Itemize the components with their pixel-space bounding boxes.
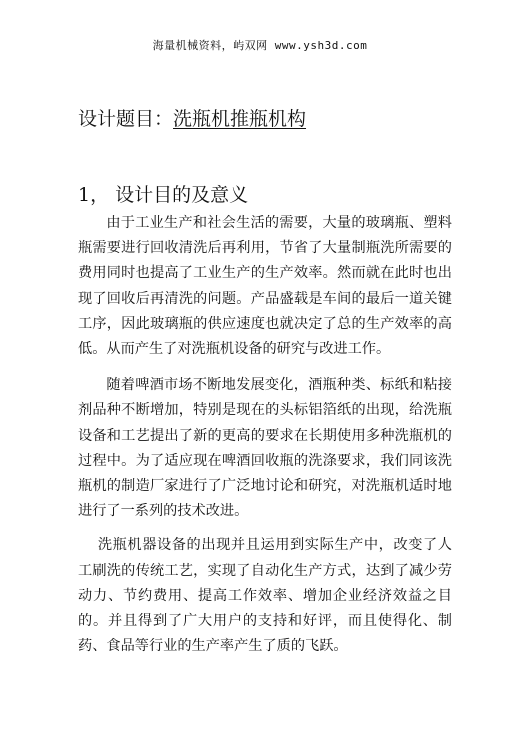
design-title-value: 洗瓶机推瓶机构 bbox=[173, 108, 307, 130]
design-title bbox=[78, 104, 306, 131]
page-header: 海量机械资料，屿双网 www.ysh3d.com bbox=[152, 39, 368, 52]
body-text bbox=[78, 211, 452, 659]
paragraph-2: 随着啤酒市场不断地发展变化，酒瓶种类、标纸和粘接剂品种不断增加，特别是现在的头标铝箔纸的出现，给洗瓶设备和工艺提出了新的更高的要求在长期使用多种洗瓶机的过程中。为了适应现在啤酒回收瓶的洗涤要求，我们同该洗瓶机的制造厂家进行了广泛地讨论和研究，对洗瓶机适时地进行了一系列的技术改进。 bbox=[78, 377, 452, 520]
design-title-label: 设计题目： bbox=[78, 108, 174, 130]
paragraph-3: 洗瓶机器设备的出现并且运用到实际生产中，改变了人工刷洗的传统工艺，实现了自动化生产方式，达到了减少劳动力、节约费用、提高工作效率、增加企业经济效益之目的。并且得到了广大用户的支持和好评，而且使得化、制药、食品等行业的生产率产生了质的飞跃。 bbox=[78, 537, 452, 655]
paragraph-1: 由于工业生产和社会生活的需要，大量的玻璃瓶、塑料瓶需要进行回收清洗后再利用，节省了大量制瓶洗所需要的费用同时也提高了工业生产的生产效率。然而就在此时也出现了回收后再清洗的问题。产品盛载是车间的最后一道关键工序，因此玻璃瓶的供应速度也就决定了总的生产效率的高低。从而产生了对洗瓶机设备的研究与改进工作。 bbox=[78, 215, 452, 358]
section-heading: 1， 设计目的及意义 bbox=[78, 184, 249, 206]
